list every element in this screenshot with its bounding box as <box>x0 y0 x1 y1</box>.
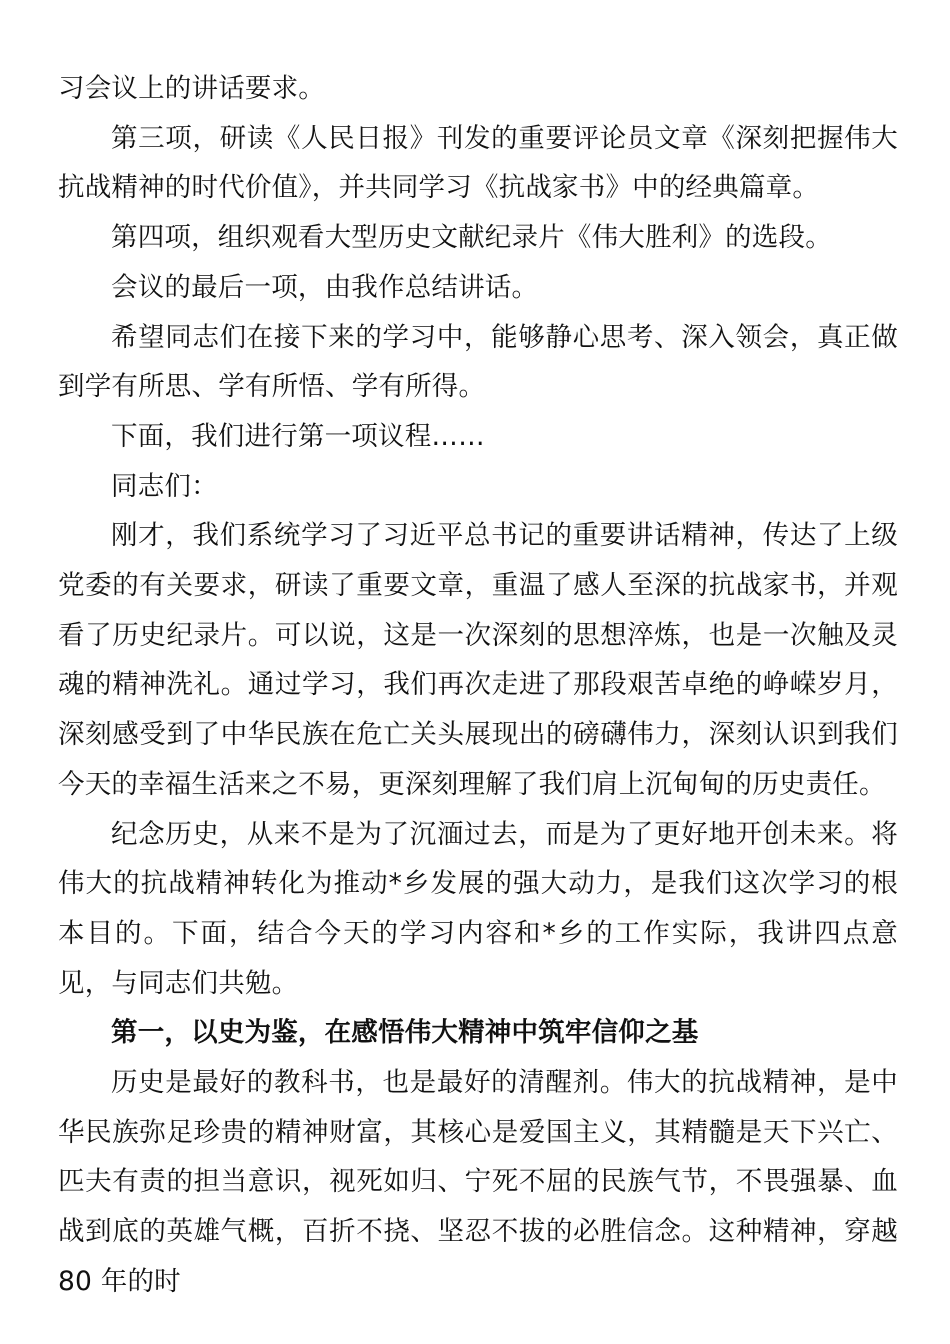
paragraph-agenda-item-3: 第三项，研读《人民日报》刊发的重要评论员文章《深刻把握伟大抗战精神的时代价值》，并共同学习《抗战家书》中的经典篇章。 <box>58 122 898 204</box>
document-body <box>58 64 898 1307</box>
paragraph-history: 历史是最好的教科书，也是最好的清醒剂。伟大的抗战精神，是中华民族弥足珍贵的精神财富，其核心是爱国主义，其精髓是天下兴亡、匹夫有责的担当意识，视死如归、宁死不屈的民族气节，不畏强暴、血战到底的英雄气概，百折不挠、坚忍不拔的必胜信念。这种精神，穿越 80 年的时 <box>58 1067 898 1297</box>
paragraph-agenda-item-4: 第四项，组织观看大型历史文献纪录片《伟大胜利》的选段。 <box>111 222 832 254</box>
paragraph-purpose: 纪念历史，从来不是为了沉湎过去，而是为了更好地开创未来。将伟大的抗战精神转化为推动*乡发展的强大动力，是我们这次学习的根本目的。下面，结合今天的学习内容和*乡的工作实际，我讲四点意见，与同志们共勉。 <box>58 818 898 999</box>
paragraph-final-item: 会议的最后一项，由我作总结讲话。 <box>111 271 539 303</box>
section-heading-first: 第一，以史为鉴，在感悟伟大精神中筑牢信仰之基 <box>111 1017 699 1049</box>
paragraph-hope: 希望同志们在接下来的学习中，能够静心思考、深入领会，真正做到学有所思、学有所悟、学有所得。 <box>58 321 898 403</box>
paragraph-continuation: 习会议上的讲话要求。 <box>58 73 325 104</box>
paragraph-first-agenda: 下面，我们进行第一项议程…… <box>111 420 485 452</box>
paragraph-summary: 刚才，我们系统学习了习近平总书记的重要讲话精神，传达了上级党委的有关要求，研读了重要文章，重温了感人至深的抗战家书，并观看了历史纪录片。可以说，这是一次深刻的思想淬炼，也是一次触及灵魂的精神洗礼。通过学习，我们再次走进了那段艰苦卓绝的峥嵘岁月，深刻感受到了中华民族在危亡关头展现出的磅礴伟力，深刻认识到我们今天的幸福生活来之不易，更深刻理解了我们肩上沉甸甸的历史责任。 <box>58 520 898 800</box>
paragraph-salutation: 同志们： <box>111 470 218 502</box>
